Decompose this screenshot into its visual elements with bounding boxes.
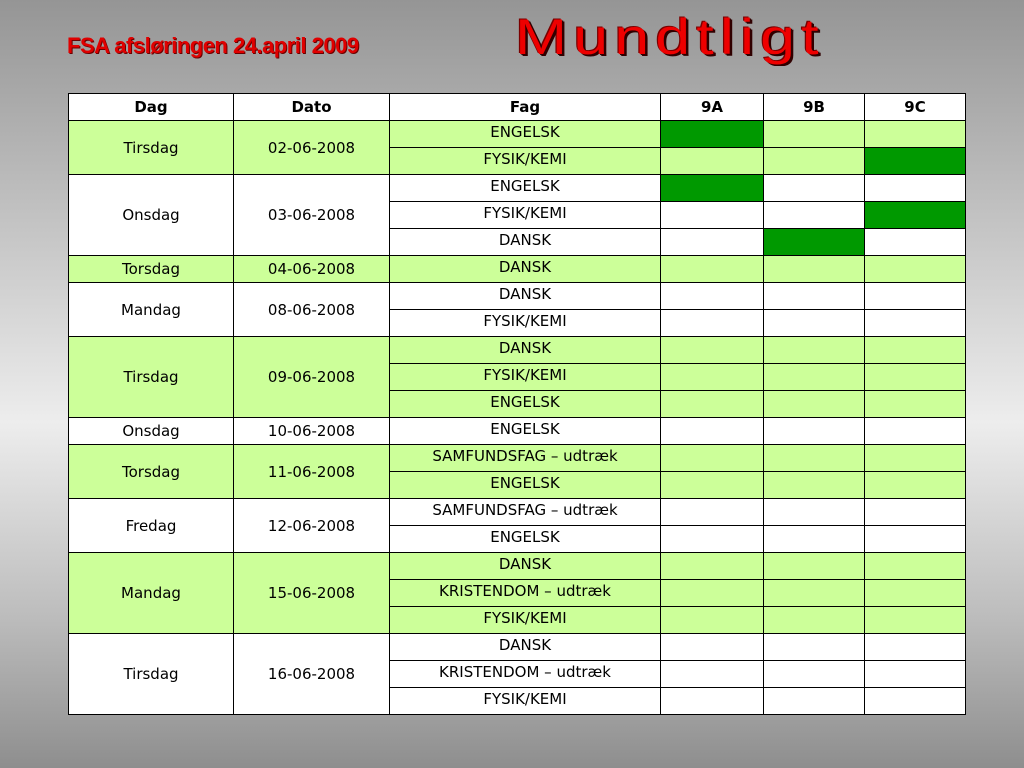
class-9c-cell xyxy=(865,175,966,202)
class-9b-cell xyxy=(764,553,865,580)
column-header-dato: Dato xyxy=(234,94,390,121)
day-cell: Torsdag xyxy=(69,445,234,499)
date-cell: 16-06-2008 xyxy=(234,634,390,715)
table-row xyxy=(69,337,966,364)
class-9c-cell xyxy=(865,499,966,526)
class-9a-cell xyxy=(661,553,764,580)
class-9c-cell xyxy=(865,472,966,499)
class-9b-cell xyxy=(764,661,865,688)
day-cell: Mandag xyxy=(69,553,234,634)
subject-cell: ENGELSK xyxy=(390,175,661,202)
class-9c-cell xyxy=(865,364,966,391)
class-9c-cell xyxy=(865,337,966,364)
class-9c-cell xyxy=(865,418,966,445)
class-9b-cell xyxy=(764,175,865,202)
subject-cell: ENGELSK xyxy=(390,121,661,148)
day-cell: Onsdag xyxy=(69,418,234,445)
class-9b-cell xyxy=(764,526,865,553)
table-row xyxy=(69,283,966,310)
class-9a-cell xyxy=(661,148,764,175)
day-cell: Mandag xyxy=(69,283,234,337)
subject-cell: DANSK xyxy=(390,229,661,256)
day-cell: Onsdag xyxy=(69,175,234,256)
day-cell: Fredag xyxy=(69,499,234,553)
subject-cell: DANSK xyxy=(390,256,661,283)
table-row xyxy=(69,256,966,283)
class-9c-cell xyxy=(865,256,966,283)
class-9c-cell xyxy=(865,121,966,148)
class-9b-cell xyxy=(764,499,865,526)
class-9b-cell xyxy=(764,391,865,418)
subject-cell: ENGELSK xyxy=(390,418,661,445)
class-9c-cell xyxy=(865,607,966,634)
class-9b-cell xyxy=(764,148,865,175)
page-title: FSA afsløringen 24.april 2009 xyxy=(67,33,359,58)
class-9c-cell xyxy=(865,229,966,256)
subject-cell: FYSIK/KEMI xyxy=(390,148,661,175)
table-row xyxy=(69,499,966,526)
class-9b-cell xyxy=(764,418,865,445)
subject-cell: FYSIK/KEMI xyxy=(390,688,661,715)
class-9c-cell xyxy=(865,580,966,607)
class-9a-cell xyxy=(661,202,764,229)
class-9a-cell xyxy=(661,256,764,283)
date-cell: 02-06-2008 xyxy=(234,121,390,175)
date-cell: 10-06-2008 xyxy=(234,418,390,445)
date-cell: 12-06-2008 xyxy=(234,499,390,553)
date-cell: 11-06-2008 xyxy=(234,445,390,499)
subject-cell: DANSK xyxy=(390,337,661,364)
class-9c-cell xyxy=(865,445,966,472)
column-header-9b: 9B xyxy=(764,94,865,121)
day-cell: Tirsdag xyxy=(69,121,234,175)
class-9a-cell xyxy=(661,688,764,715)
subject-cell: ENGELSK xyxy=(390,391,661,418)
class-9a-cell xyxy=(661,121,764,148)
date-cell: 03-06-2008 xyxy=(234,175,390,256)
class-9b-cell xyxy=(764,229,865,256)
table-body xyxy=(69,121,966,715)
class-9b-cell xyxy=(764,688,865,715)
class-9a-cell xyxy=(661,445,764,472)
subject-cell: FYSIK/KEMI xyxy=(390,310,661,337)
class-9a-cell xyxy=(661,283,764,310)
class-9a-cell xyxy=(661,337,764,364)
class-9b-cell xyxy=(764,256,865,283)
column-header-fag: Fag xyxy=(390,94,661,121)
class-9a-cell xyxy=(661,499,764,526)
column-header-9a: 9A xyxy=(661,94,764,121)
class-9c-cell xyxy=(865,526,966,553)
class-9b-cell xyxy=(764,283,865,310)
class-9a-cell xyxy=(661,607,764,634)
subject-cell: FYSIK/KEMI xyxy=(390,202,661,229)
day-cell: Tirsdag xyxy=(69,337,234,418)
class-9b-cell xyxy=(764,364,865,391)
exam-schedule-table xyxy=(68,93,966,715)
class-9a-cell xyxy=(661,391,764,418)
class-9a-cell xyxy=(661,472,764,499)
class-9c-cell xyxy=(865,553,966,580)
class-9c-cell xyxy=(865,148,966,175)
date-cell: 15-06-2008 xyxy=(234,553,390,634)
class-9a-cell xyxy=(661,580,764,607)
subject-cell: ENGELSK xyxy=(390,472,661,499)
column-header-dag: Dag xyxy=(69,94,234,121)
subject-cell: KRISTENDOM – udtræk xyxy=(390,661,661,688)
subject-cell: ENGELSK xyxy=(390,526,661,553)
class-9c-cell xyxy=(865,688,966,715)
class-9c-cell xyxy=(865,661,966,688)
class-9b-cell xyxy=(764,607,865,634)
class-9a-cell xyxy=(661,418,764,445)
table-row xyxy=(69,418,966,445)
class-9b-cell xyxy=(764,472,865,499)
class-9b-cell xyxy=(764,580,865,607)
class-9b-cell xyxy=(764,202,865,229)
class-9c-cell xyxy=(865,283,966,310)
class-9a-cell xyxy=(661,526,764,553)
class-9b-cell xyxy=(764,337,865,364)
subject-cell: KRISTENDOM – udtræk xyxy=(390,580,661,607)
subject-cell: DANSK xyxy=(390,283,661,310)
class-9a-cell xyxy=(661,364,764,391)
day-cell: Tirsdag xyxy=(69,634,234,715)
class-9c-cell xyxy=(865,202,966,229)
column-header-9c: 9C xyxy=(865,94,966,121)
table-header-row xyxy=(69,94,966,121)
subject-cell: FYSIK/KEMI xyxy=(390,364,661,391)
subject-cell: FYSIK/KEMI xyxy=(390,607,661,634)
date-cell: 08-06-2008 xyxy=(234,283,390,337)
table-row xyxy=(69,121,966,148)
date-cell: 04-06-2008 xyxy=(234,256,390,283)
table-row xyxy=(69,553,966,580)
class-9c-cell xyxy=(865,634,966,661)
mundtligt-heading: Mundtligt xyxy=(515,9,825,65)
table-row xyxy=(69,175,966,202)
class-9c-cell xyxy=(865,310,966,337)
class-9a-cell xyxy=(661,229,764,256)
class-9b-cell xyxy=(764,445,865,472)
table-row xyxy=(69,445,966,472)
class-9b-cell xyxy=(764,310,865,337)
subject-cell: DANSK xyxy=(390,634,661,661)
class-9a-cell xyxy=(661,175,764,202)
class-9a-cell xyxy=(661,661,764,688)
subject-cell: DANSK xyxy=(390,553,661,580)
class-9b-cell xyxy=(764,634,865,661)
day-cell: Torsdag xyxy=(69,256,234,283)
class-9a-cell xyxy=(661,634,764,661)
date-cell: 09-06-2008 xyxy=(234,337,390,418)
table-row xyxy=(69,634,966,661)
class-9a-cell xyxy=(661,310,764,337)
subject-cell: SAMFUNDSFAG – udtræk xyxy=(390,445,661,472)
class-9c-cell xyxy=(865,391,966,418)
class-9b-cell xyxy=(764,121,865,148)
subject-cell: SAMFUNDSFAG – udtræk xyxy=(390,499,661,526)
